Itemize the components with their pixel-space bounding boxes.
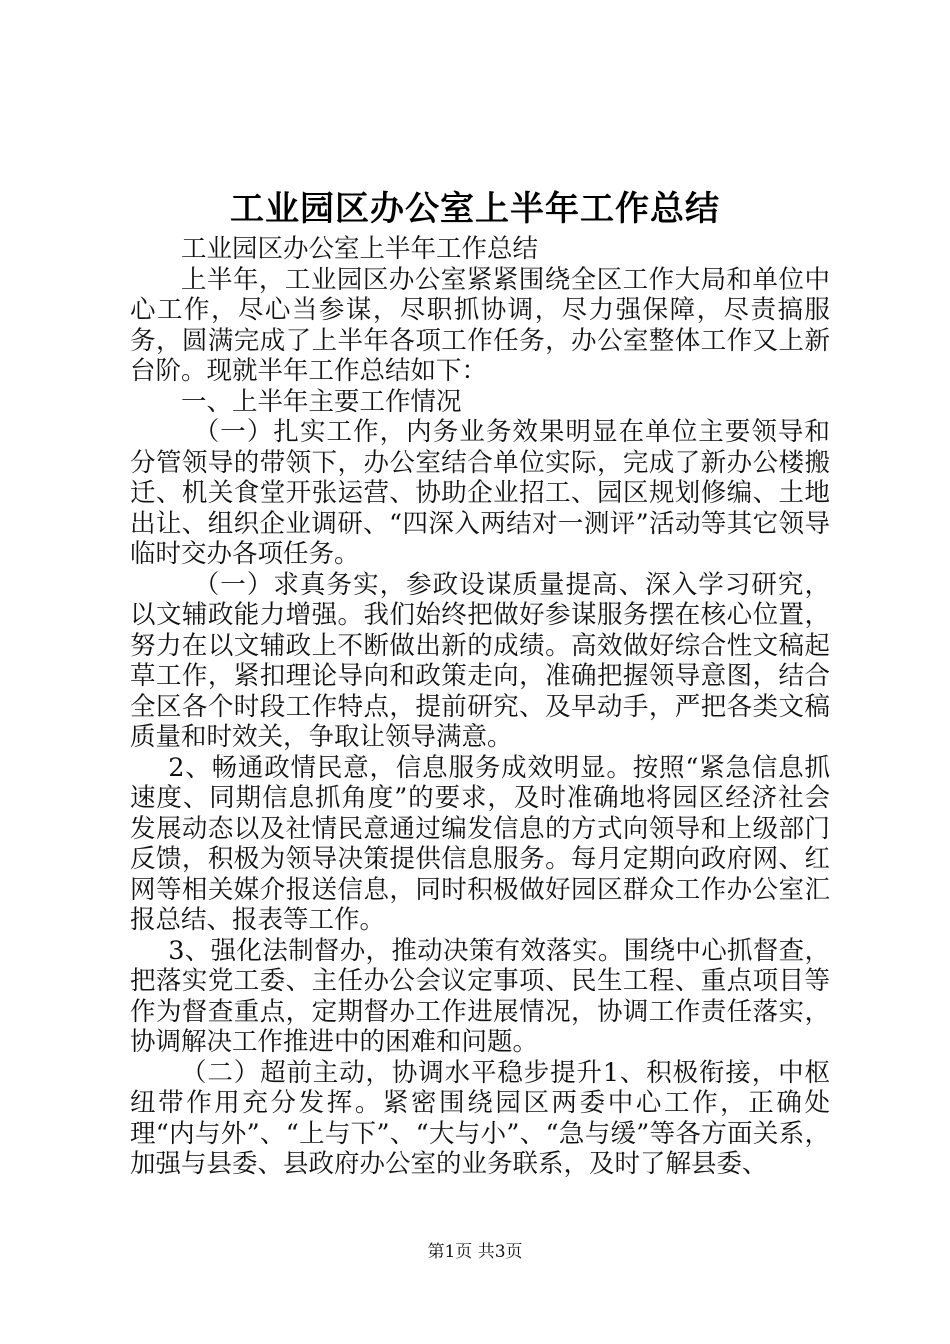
body-paragraph: （一）求真务实，参政设谋质量提高、深入学习研究，以文辅政能力增强。我们始终把做好参谋服务摆在核心位置，努力在以文辅政上不断做出新的成绩。高效做好综合性文稿起草工作，紧扣理论导向和政策走向，准确把握领导意图，结合全区各个时段工作特点，提前研究、及早动手，严把各类文稿质量和时效关，争取让领导满意。 (130, 569, 830, 752)
document-body (130, 234, 830, 1180)
body-paragraph: （一）扎实工作，内务业务效果明显在单位主要领导和分管领导的带领下，办公室结合单位实际，完成了新办公楼搬迁、机关食堂开张运营、协助企业招工、园区规划修编、土地出让、组织企业调研、“四深入两结对一测评”活动等其它领导临时交办各项任务。 (130, 417, 830, 569)
body-paragraph: 2、畅通政情民意，信息服务成效明显。按照“紧急信息抓速度、同期信息抓角度”的要求，及时准确地将园区经济社会发展动态以及社情民意通过编发信息的方式向领导和上级部门反馈，积极为领导决策提供信息服务。每月定期向政府网、红网等相关媒介报送信息，同时积极做好园区群众工作办公室汇报总结、报表等工作。 (130, 752, 830, 935)
body-paragraph: （二）超前主动，协调水平稳步提升1、积极衔接，中枢纽带作用充分发挥。紧密围绕园区两委中心工作，正确处理“内与外”、“上与下”、“大与小”、“急与缓”等各方面关系，加强与县委、县政府办公室的业务联系，及时了解县委、 (130, 1057, 830, 1179)
section-heading: 一、上半年主要工作情况 (181, 386, 462, 417)
intro-paragraph: 上半年，工业园区办公室紧紧围绕全区工作大局和单位中心工作，尽心当参谋，尽职抓协调，尽力强保障，尽责搞服务，圆满完成了上半年各项工作任务，办公室整体工作又上新台阶。现就半年工作总结如下： (130, 264, 830, 386)
document-title: 工业园区办公室上半年工作总结 (230, 189, 720, 229)
page-footer: 第1页 共3页 (427, 1242, 523, 1262)
subtitle-paragraph: 工业园区办公室上半年工作总结 (181, 234, 539, 264)
body-paragraph: 3、强化法制督办，推动决策有效落实。围绕中心抓督查，把落实党工委、主任办公会议定事项、民生工程、重点项目等作为督查重点，定期督办工作进展情况，协调工作责任落实，协调解决工作推进中的困难和问题。 (130, 935, 830, 1057)
